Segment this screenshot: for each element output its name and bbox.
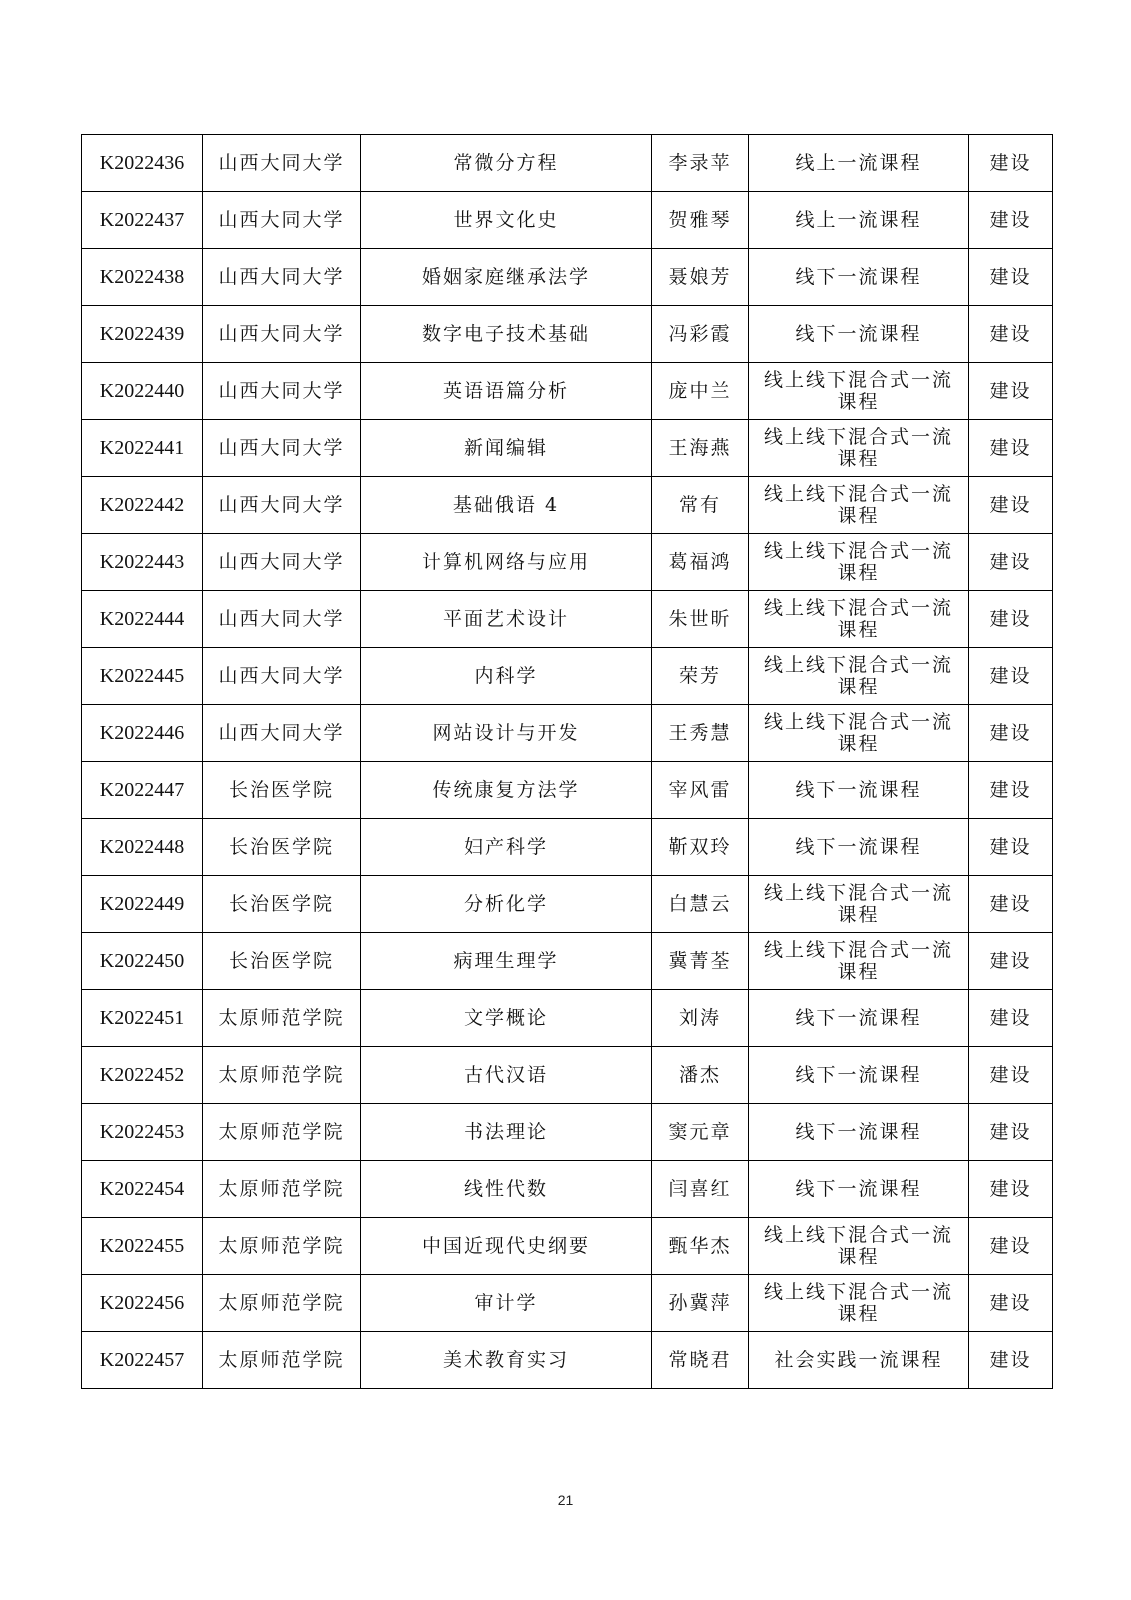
course-type-cell — [749, 990, 969, 1047]
status-cell: 建设 — [969, 306, 1053, 363]
course-code-cell: K2022448 — [82, 819, 203, 876]
course-type-cell — [749, 1332, 969, 1389]
course-code-cell: K2022444 — [82, 591, 203, 648]
table-row — [82, 1275, 1053, 1332]
status-cell: 建设 — [969, 420, 1053, 477]
course-type-text: 线上线下混合式一流课程 — [763, 483, 953, 527]
course-type-text: 线上线下混合式一流课程 — [763, 882, 953, 926]
table-row — [82, 1047, 1053, 1104]
status-cell: 建设 — [969, 1047, 1053, 1104]
course-type-text: 线下一流课程 — [795, 266, 922, 288]
course-code-cell: K2022454 — [82, 1161, 203, 1218]
course-type-text: 线上线下混合式一流课程 — [763, 369, 953, 413]
course-leader-cell: 常晓君 — [652, 1332, 749, 1389]
course-code-cell: K2022439 — [82, 306, 203, 363]
course-name-cell: 文学概论 — [361, 990, 652, 1047]
course-leader-cell: 王秀慧 — [652, 705, 749, 762]
course-type-text: 线上线下混合式一流课程 — [763, 939, 953, 983]
course-name-cell: 新闻编辑 — [361, 420, 652, 477]
course-type-text: 线上线下混合式一流课程 — [763, 711, 953, 755]
course-type-text: 线下一流课程 — [795, 1121, 922, 1143]
table-row — [82, 1332, 1053, 1389]
course-leader-cell: 孙冀萍 — [652, 1275, 749, 1332]
course-leader-cell: 聂娘芳 — [652, 249, 749, 306]
status-cell: 建设 — [969, 1104, 1053, 1161]
course-type-cell — [749, 876, 969, 933]
course-type-cell — [749, 477, 969, 534]
course-leader-cell: 潘杰 — [652, 1047, 749, 1104]
course-code-cell: K2022449 — [82, 876, 203, 933]
course-type-cell — [749, 192, 969, 249]
course-type-text: 线上线下混合式一流课程 — [763, 540, 953, 584]
course-name-cell: 书法理论 — [361, 1104, 652, 1161]
course-leader-cell: 甄华杰 — [652, 1218, 749, 1275]
course-type-text: 线下一流课程 — [795, 779, 922, 801]
course-type-cell — [749, 819, 969, 876]
school-cell: 山西大同大学 — [203, 648, 361, 705]
course-code-cell: K2022445 — [82, 648, 203, 705]
table-row — [82, 420, 1053, 477]
course-leader-cell: 冀菁荃 — [652, 933, 749, 990]
course-type-cell — [749, 363, 969, 420]
course-name-cell: 妇产科学 — [361, 819, 652, 876]
status-cell: 建设 — [969, 135, 1053, 192]
course-leader-cell: 窦元章 — [652, 1104, 749, 1161]
status-cell: 建设 — [969, 648, 1053, 705]
school-cell: 长治医学院 — [203, 933, 361, 990]
table-row — [82, 306, 1053, 363]
school-cell: 长治医学院 — [203, 876, 361, 933]
course-code-cell: K2022437 — [82, 192, 203, 249]
course-leader-cell: 贺雅琴 — [652, 192, 749, 249]
status-cell: 建设 — [969, 933, 1053, 990]
course-code-cell: K2022436 — [82, 135, 203, 192]
course-name-cell: 数字电子技术基础 — [361, 306, 652, 363]
course-type-text: 线上线下混合式一流课程 — [763, 597, 953, 641]
course-name-cell: 线性代数 — [361, 1161, 652, 1218]
table-row — [82, 192, 1053, 249]
course-leader-cell: 闫喜红 — [652, 1161, 749, 1218]
status-cell: 建设 — [969, 1161, 1053, 1218]
course-name-cell: 中国近现代史纲要 — [361, 1218, 652, 1275]
course-type-cell — [749, 1218, 969, 1275]
course-name-cell: 世界文化史 — [361, 192, 652, 249]
status-cell: 建设 — [969, 819, 1053, 876]
course-leader-cell: 荣芳 — [652, 648, 749, 705]
course-code-cell: K2022443 — [82, 534, 203, 591]
table-row — [82, 876, 1053, 933]
course-name-cell: 美术教育实习 — [361, 1332, 652, 1389]
status-cell: 建设 — [969, 192, 1053, 249]
school-cell: 山西大同大学 — [203, 420, 361, 477]
table-row — [82, 933, 1053, 990]
course-leader-cell: 冯彩霞 — [652, 306, 749, 363]
course-type-cell — [749, 135, 969, 192]
course-leader-cell: 李录苹 — [652, 135, 749, 192]
table-row — [82, 477, 1053, 534]
course-type-text: 线下一流课程 — [795, 1178, 922, 1200]
school-cell: 太原师范学院 — [203, 1332, 361, 1389]
course-code-cell: K2022455 — [82, 1218, 203, 1275]
school-cell: 山西大同大学 — [203, 306, 361, 363]
course-type-cell — [749, 1104, 969, 1161]
course-name-cell: 内科学 — [361, 648, 652, 705]
table-row — [82, 705, 1053, 762]
table-row — [82, 990, 1053, 1047]
course-type-text: 线上线下混合式一流课程 — [763, 1281, 953, 1325]
status-cell: 建设 — [969, 249, 1053, 306]
course-type-text: 线下一流课程 — [795, 836, 922, 858]
status-cell: 建设 — [969, 1218, 1053, 1275]
course-code-cell: K2022440 — [82, 363, 203, 420]
course-type-text: 线下一流课程 — [795, 1007, 922, 1029]
course-code-cell: K2022446 — [82, 705, 203, 762]
school-cell: 太原师范学院 — [203, 1161, 361, 1218]
course-name-cell: 常微分方程 — [361, 135, 652, 192]
course-name-cell: 传统康复方法学 — [361, 762, 652, 819]
course-leader-cell: 靳双玲 — [652, 819, 749, 876]
course-name-cell: 英语语篇分析 — [361, 363, 652, 420]
course-type-cell — [749, 1047, 969, 1104]
course-type-text: 线下一流课程 — [795, 323, 922, 345]
course-name-cell: 审计学 — [361, 1275, 652, 1332]
course-name-cell: 基础俄语 4 — [361, 477, 652, 534]
course-leader-cell: 刘涛 — [652, 990, 749, 1047]
course-type-text: 线上一流课程 — [795, 209, 922, 231]
course-type-text: 线上线下混合式一流课程 — [763, 1224, 953, 1268]
status-cell: 建设 — [969, 477, 1053, 534]
course-code-cell: K2022451 — [82, 990, 203, 1047]
school-cell: 长治医学院 — [203, 762, 361, 819]
course-type-text: 线上线下混合式一流课程 — [763, 426, 953, 470]
table-row — [82, 591, 1053, 648]
course-table — [81, 134, 1053, 1389]
table-row — [82, 1104, 1053, 1161]
school-cell: 山西大同大学 — [203, 192, 361, 249]
course-name-cell: 古代汉语 — [361, 1047, 652, 1104]
status-cell: 建设 — [969, 1275, 1053, 1332]
course-code-cell: K2022457 — [82, 1332, 203, 1389]
school-cell: 太原师范学院 — [203, 1104, 361, 1161]
course-code-cell: K2022453 — [82, 1104, 203, 1161]
course-name-cell: 分析化学 — [361, 876, 652, 933]
course-code-cell: K2022447 — [82, 762, 203, 819]
school-cell: 山西大同大学 — [203, 591, 361, 648]
course-type-text: 社会实践一流课程 — [774, 1349, 943, 1371]
school-cell: 山西大同大学 — [203, 534, 361, 591]
course-leader-cell: 常有 — [652, 477, 749, 534]
course-type-cell — [749, 762, 969, 819]
status-cell: 建设 — [969, 534, 1053, 591]
course-type-text: 线上线下混合式一流课程 — [763, 654, 953, 698]
course-leader-cell: 朱世昕 — [652, 591, 749, 648]
status-cell: 建设 — [969, 363, 1053, 420]
course-type-cell — [749, 648, 969, 705]
status-cell: 建设 — [969, 591, 1053, 648]
course-type-cell — [749, 1275, 969, 1332]
course-leader-cell: 王海燕 — [652, 420, 749, 477]
course-code-cell: K2022452 — [82, 1047, 203, 1104]
course-code-cell: K2022442 — [82, 477, 203, 534]
course-leader-cell: 白慧云 — [652, 876, 749, 933]
table-row — [82, 135, 1053, 192]
course-type-cell — [749, 933, 969, 990]
school-cell: 太原师范学院 — [203, 990, 361, 1047]
school-cell: 山西大同大学 — [203, 363, 361, 420]
course-type-text: 线上一流课程 — [795, 152, 922, 174]
course-code-cell: K2022456 — [82, 1275, 203, 1332]
course-type-text: 线下一流课程 — [795, 1064, 922, 1086]
status-cell: 建设 — [969, 705, 1053, 762]
course-leader-cell: 宰风雷 — [652, 762, 749, 819]
course-code-cell: K2022441 — [82, 420, 203, 477]
table-row — [82, 648, 1053, 705]
course-name-cell: 计算机网络与应用 — [361, 534, 652, 591]
school-cell: 山西大同大学 — [203, 705, 361, 762]
status-cell: 建设 — [969, 762, 1053, 819]
school-cell: 山西大同大学 — [203, 135, 361, 192]
course-code-cell: K2022450 — [82, 933, 203, 990]
table-row — [82, 534, 1053, 591]
course-code-cell: K2022438 — [82, 249, 203, 306]
course-type-cell — [749, 705, 969, 762]
course-leader-cell: 庞中兰 — [652, 363, 749, 420]
table-row — [82, 363, 1053, 420]
course-name-cell: 病理生理学 — [361, 933, 652, 990]
school-cell: 太原师范学院 — [203, 1218, 361, 1275]
school-cell: 太原师范学院 — [203, 1275, 361, 1332]
course-type-cell — [749, 1161, 969, 1218]
course-name-cell: 网站设计与开发 — [361, 705, 652, 762]
course-type-cell — [749, 420, 969, 477]
course-type-cell — [749, 591, 969, 648]
table-row — [82, 1218, 1053, 1275]
course-name-cell: 平面艺术设计 — [361, 591, 652, 648]
page-number: 21 — [557, 1492, 574, 1508]
table-row — [82, 762, 1053, 819]
school-cell: 山西大同大学 — [203, 477, 361, 534]
table-body — [82, 135, 1053, 1389]
course-leader-cell: 葛福鸿 — [652, 534, 749, 591]
status-cell: 建设 — [969, 1332, 1053, 1389]
table-row — [82, 1161, 1053, 1218]
status-cell: 建设 — [969, 990, 1053, 1047]
status-cell: 建设 — [969, 876, 1053, 933]
school-cell: 山西大同大学 — [203, 249, 361, 306]
course-type-cell — [749, 306, 969, 363]
course-type-cell — [749, 249, 969, 306]
school-cell: 长治医学院 — [203, 819, 361, 876]
course-name-cell: 婚姻家庭继承法学 — [361, 249, 652, 306]
table-row — [82, 819, 1053, 876]
school-cell: 太原师范学院 — [203, 1047, 361, 1104]
table-row — [82, 249, 1053, 306]
course-type-cell — [749, 534, 969, 591]
